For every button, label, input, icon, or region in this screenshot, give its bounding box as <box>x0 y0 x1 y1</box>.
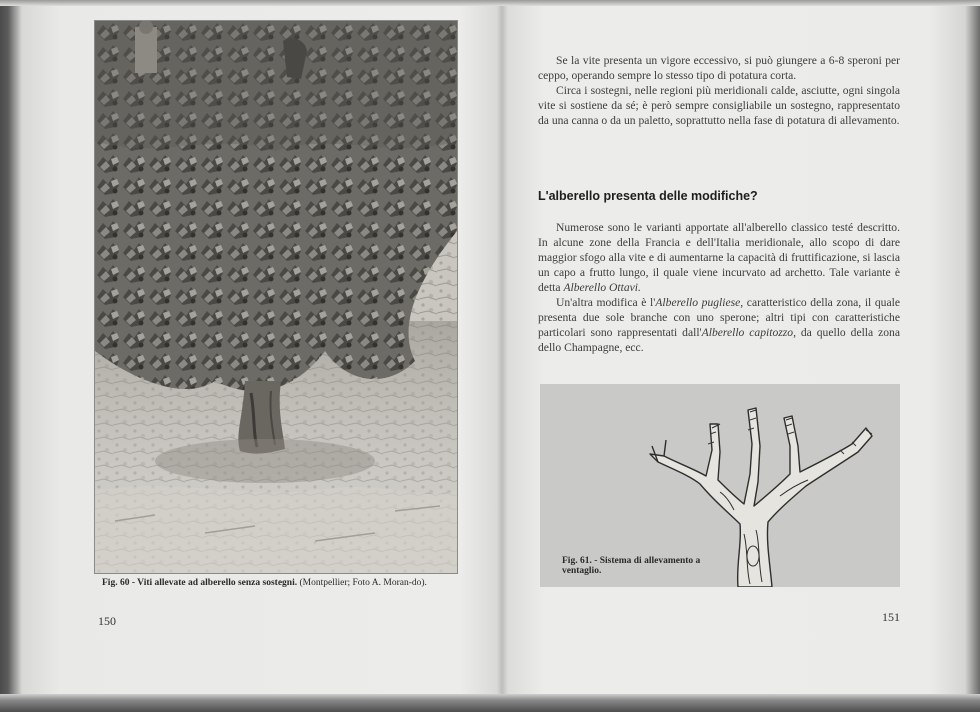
paragraph-modifica <box>538 295 900 355</box>
figure-60-label: Fig. 60 - Viti allevate ad alberello senza sostegni. <box>102 578 298 588</box>
section-heading: L'alberello presenta delle modifiche? <box>538 189 758 203</box>
intro-text <box>538 53 900 128</box>
vine-photo <box>94 20 458 574</box>
paragraph-vigore: Se la vite presenta un vigore eccessivo, si può giungere a 6-8 speroni per ceppo, operando sempre lo stesso tipo di potatura corta. <box>538 54 900 82</box>
vine-photo-icon <box>95 21 457 573</box>
paragraph-sostegni: Circa i sostegni, nelle regioni più meridionali calde, asciutte, ogni singola vite si sostiene da sé; è però sempre consigliabile un sostegno, rappresentato da una canna o da un paletto, soprattutto nella fase di potatura di allevamento. <box>538 84 900 127</box>
variants-text <box>538 220 900 355</box>
paragraph-varianti-text: Numerose sono le varianti apportate all'alberello classico testé descritto. In alcune zone della Francia e dell'Italia meridionale, allo scopo di dare maggior sfogo alla vite e di aumentarne la capacità di fruttificazione, si lascia un capo a frutto lungo, il quale viene incurvato ad archetto. Tale variante è detta <box>538 221 900 294</box>
paragraph-varianti <box>538 220 900 295</box>
modifica-text-c: da quello della zona dello Champagne, ecc. <box>538 326 900 354</box>
right-page <box>502 6 962 694</box>
alberello-ottavi-term: Alberello Ottavi. <box>563 281 641 294</box>
page-number-left: 150 <box>98 614 116 628</box>
modifica-text-a: Un'altra modifica è l' <box>556 296 656 309</box>
modifica-text-b: caratteristico della zona, il quale presenta due sole branche con uno sperone; altri tipi con caratteristiche particolari sono rappresentati dall' <box>538 296 900 339</box>
figure-61-caption: Fig. 61. - Sistema di allevamento a ventaglio. <box>562 556 701 576</box>
page-bottom-edge <box>0 694 980 712</box>
figure-60-credit: (Montpellier; Foto A. Moran-do). <box>297 578 427 588</box>
alberello-capitozzo-term: Alberello capitozzo, <box>701 326 796 339</box>
alberello-pugliese-term: Alberello pugliese, <box>655 296 744 309</box>
vine-fan-illustration <box>540 384 900 587</box>
page-number-right: 151 <box>882 610 900 624</box>
left-page <box>20 6 500 694</box>
figure-60-caption <box>102 578 462 589</box>
